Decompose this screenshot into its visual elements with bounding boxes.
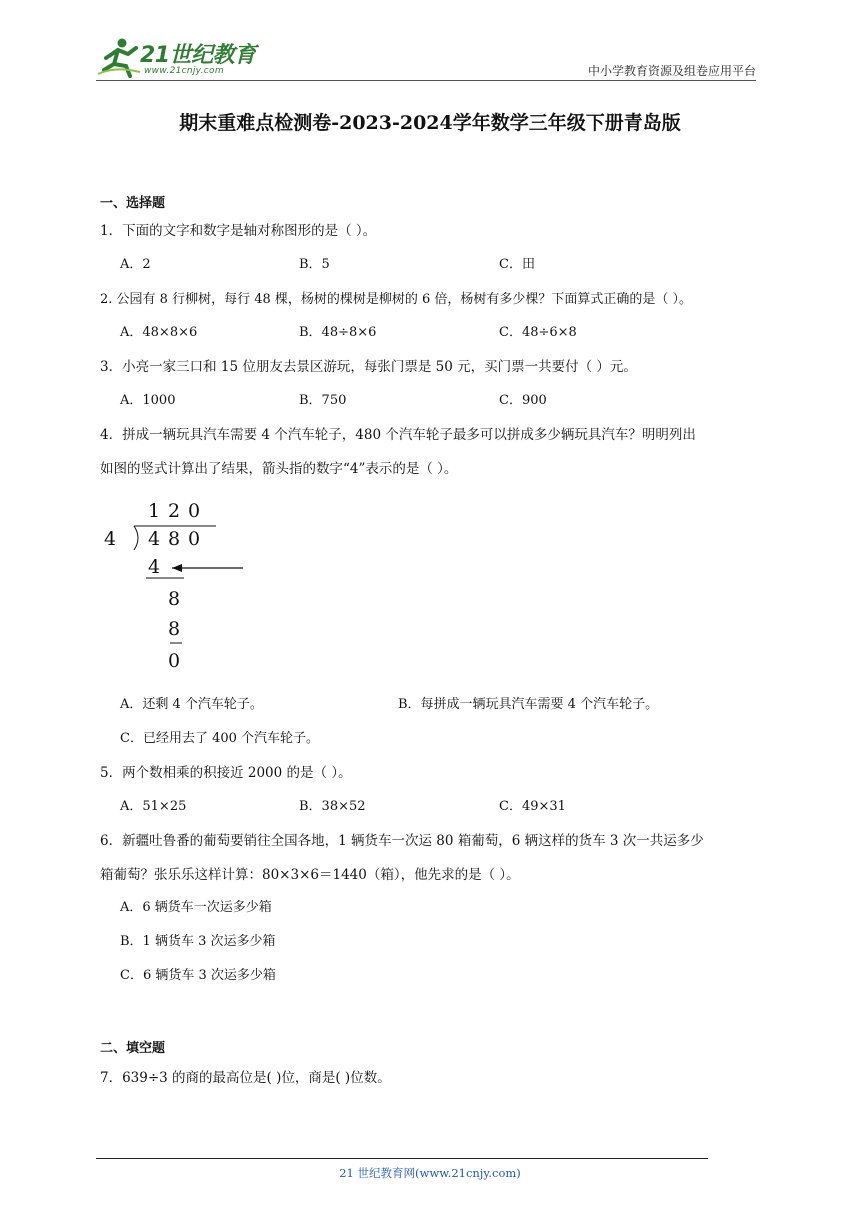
question-5: 5．两个数相乘的积接近 2000 的是（ ）。 [100,765,352,781]
q1-option-b: B．5 [299,257,330,272]
subtraction-step-2: 8 [168,588,181,610]
q2-option-b: B．48÷8×6 [299,325,377,340]
subtraction-step-1: 4 [148,556,161,578]
footer-text: 21 世纪教育网(www.21cnjy.com) [339,1166,521,1180]
question-3: 3．小亮一家三口和 15 位朋友去景区游玩，每张门票是 50 元，买门票一共要付（ ）元。 [100,359,637,375]
long-division-diagram [100,498,260,678]
q2-option-c: C．48÷6×8 [499,325,577,340]
brand-name: 21世纪教育 [140,43,256,68]
question-1: 1．下面的文字和数字是轴对称图形的是（ ）。 [100,223,377,239]
q3-option-a: A．1000 [120,393,176,408]
q5-option-b: B．38×52 [299,799,366,814]
q1-option-c: C．田 [499,257,535,272]
question-6-line-2: 箱葡萄？张乐乐这样计算：80×3×6＝1440（箱），他先求的是（ ）。 [100,867,520,883]
question-4-line-1: 4．拼成一辆玩具汽车需要 4 个汽车轮子，480 个汽车轮子最多可以拼成多少辆玩具汽车？明明列出 [100,427,696,443]
header-platform-text: 中小学教育资源及组卷应用平台 [587,64,756,78]
remainder: 0 [168,650,181,672]
q6-option-b: B．1 辆货车 3 次运多少箱 [120,934,276,949]
page-title: 期末重难点检测卷-2023-2024学年数学三年级下册青岛版 [179,112,681,134]
quotient-digit: 0 [188,500,201,522]
question-4-line-2: 如图的竖式计算出了结果，箭头指的数字“4”表示的是（ ）。 [100,461,458,477]
q2-option-a: A．48×8×6 [120,325,198,340]
q5-option-c: C．49×31 [499,799,566,814]
q5-option-a: A．51×25 [120,799,187,814]
section-heading-choice: 一、选择题 [100,196,166,211]
subtraction-step-3: 8 [168,618,181,640]
dividend-digit: 4 [148,528,161,550]
q4-option-b: B．每拼成一辆玩具汽车需要 4 个汽车轮子。 [398,697,659,712]
quotient-digit: 1 [148,500,161,522]
q6-option-a: A．6 辆货车一次运多少箱 [120,900,272,915]
dividend-digit: 0 [188,528,201,550]
question-7: 7．639÷3 的商的最高位是( )位，商是( )位数。 [100,1070,391,1086]
section-heading-fill: 二、填空题 [100,1041,166,1056]
dividend-digit: 8 [168,528,181,550]
q3-option-c: C．900 [499,393,547,408]
brand-url: www.21cnjy.com [144,66,224,76]
quotient-digit: 2 [168,500,181,522]
q3-option-b: B．750 [299,393,347,408]
q4-option-a: A．还剩 4 个汽车轮子。 [120,697,263,712]
footer-divider [96,1158,708,1159]
q4-option-c: C．已经用去了 400 个汽车轮子。 [120,731,320,746]
running-person-icon [96,36,142,78]
divisor: 4 [104,528,117,550]
header-divider [96,80,756,81]
q1-option-a: A．2 [120,257,151,272]
q6-option-c: C．6 辆货车 3 次运多少箱 [120,968,276,983]
question-2: 2. 公园有 8 行柳树，每行 48 棵，杨树的棵树是柳树的 6 倍，杨树有多少棵？下面算式正确的是（ ）。 [100,292,693,307]
question-6-line-1: 6．新疆吐鲁番的葡萄要销往全国各地，1 辆货车一次运 80 箱葡萄，6 辆这样的货车 3 次一共运多少 [100,833,704,849]
site-logo [96,36,276,80]
